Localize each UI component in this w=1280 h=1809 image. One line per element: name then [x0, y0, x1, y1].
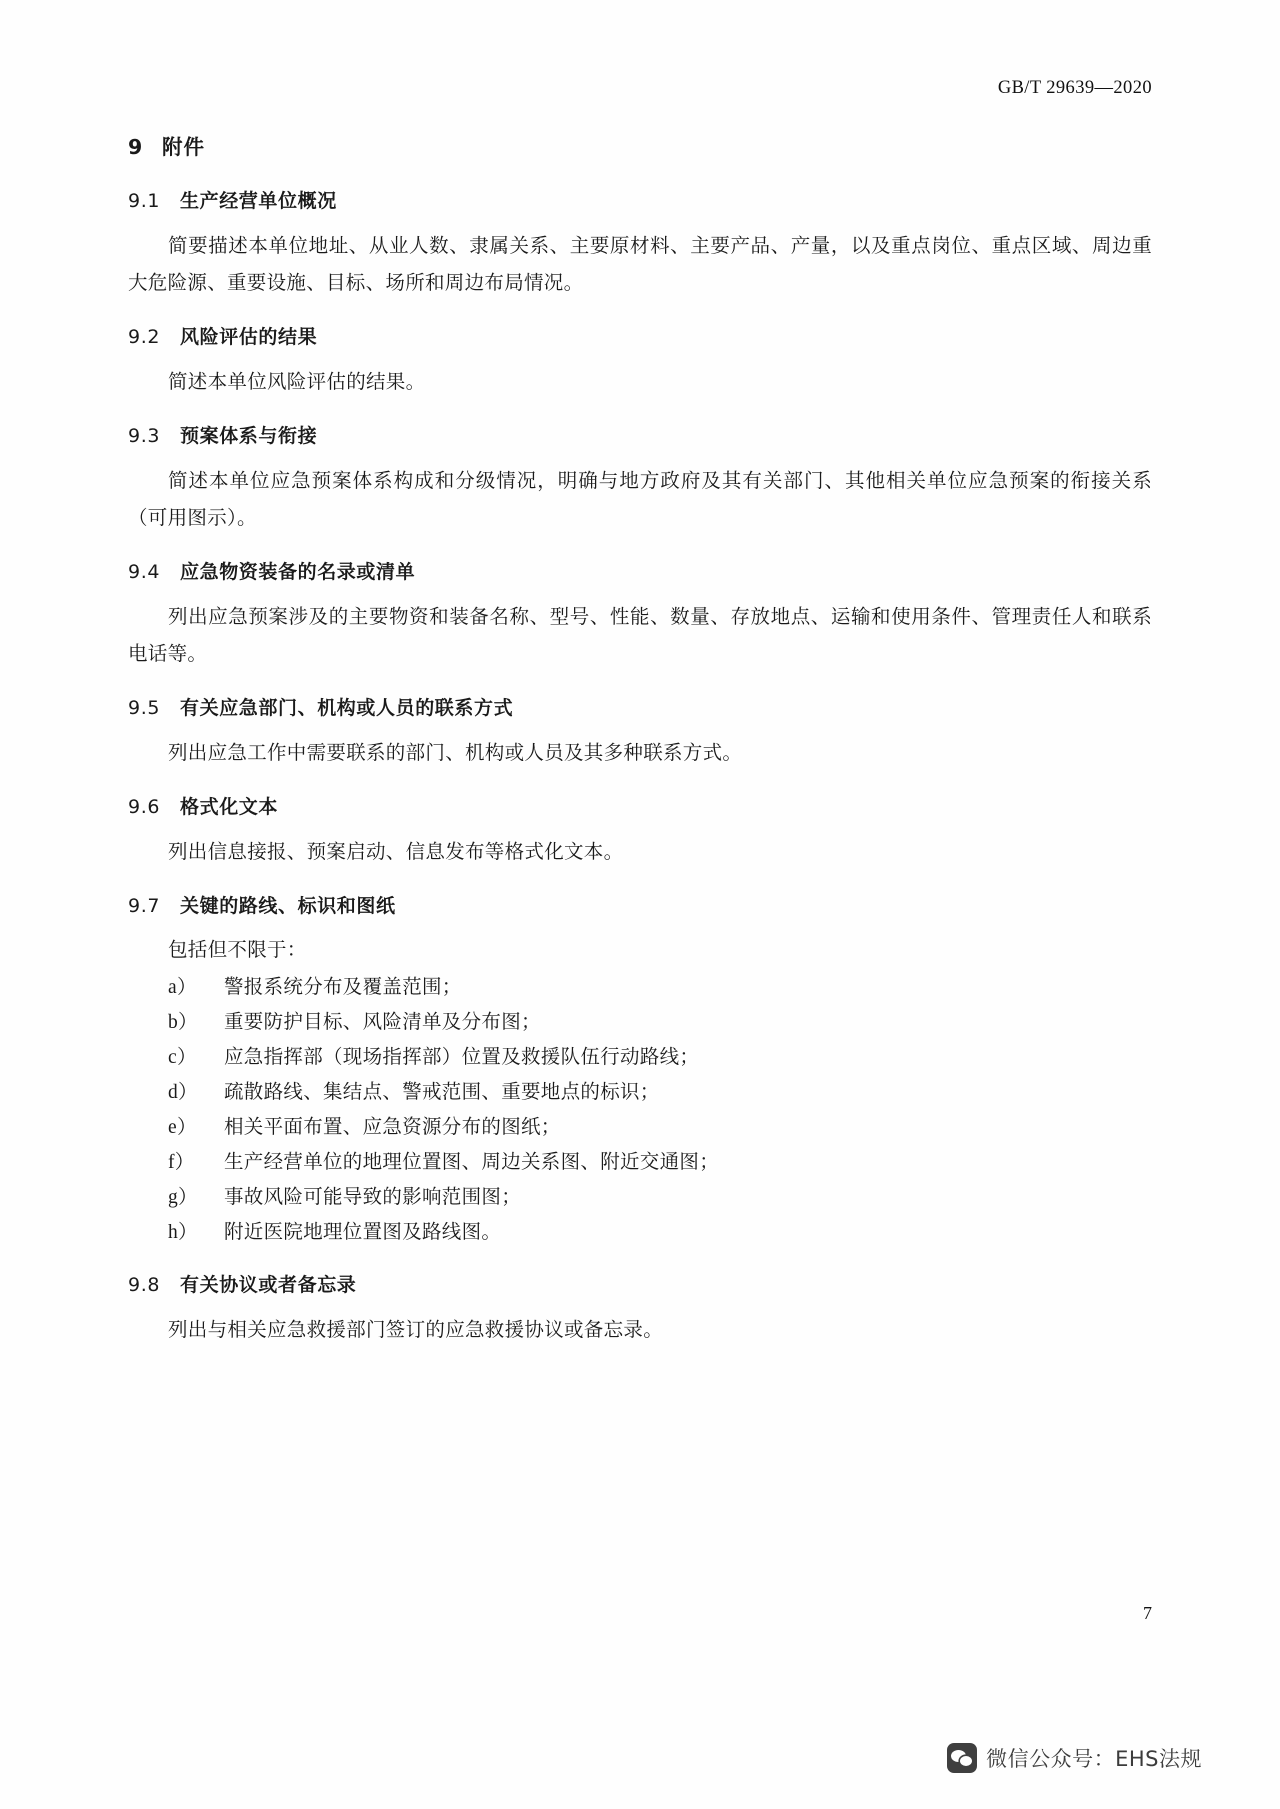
section-paragraph: 简要描述本单位地址、从业人数、隶属关系、主要原材料、主要产品、产量，以及重点岗位、重点区域、周边重大危险源、重要设施、目标、场所和周边布局情况。 — [128, 236, 1152, 294]
list-item — [168, 1215, 1152, 1250]
list-item-text: 重要防护目标、风险清单及分布图； — [224, 1012, 541, 1033]
list-item-text: 疏散路线、集结点、警戒范围、重要地点的标识； — [224, 1082, 660, 1103]
list-item — [168, 1145, 1152, 1180]
section-9-8 — [128, 1270, 1152, 1349]
section-number: 9.7 — [128, 895, 161, 917]
section-paragraph: 简述本单位应急预案体系构成和分级情况，明确与地方政府及其有关部门、其他相关单位应急预案的衔接关系（可用图示）。 — [128, 471, 1152, 529]
section-title: 应急物资装备的名录或清单 — [180, 561, 416, 583]
list-item-text: 事故风险可能导致的影响范围图； — [224, 1187, 522, 1208]
page-number: 7 — [1143, 1603, 1152, 1623]
list-item-text: 警报系统分布及覆盖范围； — [224, 977, 462, 998]
watermark — [947, 1743, 1202, 1773]
section-number: 9.3 — [128, 425, 161, 447]
list-item-marker: h） — [168, 1222, 198, 1243]
section-heading — [128, 891, 1152, 918]
list-item-text: 附近医院地理位置图及路线图。 — [224, 1222, 502, 1243]
section-number: 9.4 — [128, 561, 161, 583]
section-paragraph: 列出与相关应急救援部门签订的应急救援协议或备忘录。 — [168, 1320, 664, 1341]
list-item-marker: b） — [168, 1012, 198, 1033]
section-9-7 — [128, 891, 1152, 1250]
section-heading — [128, 693, 1152, 720]
section-heading — [128, 557, 1152, 584]
list-item — [168, 1110, 1152, 1145]
list-item — [168, 1005, 1152, 1040]
list-item-marker: f） — [168, 1152, 195, 1173]
section-9-5 — [128, 693, 1152, 772]
section-9-6 — [128, 792, 1152, 871]
clause-heading — [128, 130, 1152, 160]
section-9-3 — [128, 421, 1152, 537]
section-heading — [128, 792, 1152, 819]
section-heading — [128, 1270, 1152, 1297]
list-item-marker: d） — [168, 1082, 198, 1103]
list-item-marker: g） — [168, 1187, 198, 1208]
clause-title-text: 附件 — [162, 135, 205, 159]
section-9-1 — [128, 186, 1152, 302]
clause-number: 9 — [128, 135, 144, 159]
list-item-marker: c） — [168, 1047, 197, 1068]
list-item — [168, 1075, 1152, 1110]
section-number: 9.2 — [128, 326, 161, 348]
document-header-code: GB/T 29639—2020 — [997, 78, 1152, 98]
section-paragraph: 简述本单位风险评估的结果。 — [168, 372, 426, 393]
wechat-icon — [947, 1743, 977, 1773]
section-number: 9.6 — [128, 796, 161, 818]
section-9-2 — [128, 322, 1152, 401]
section-number: 9.1 — [128, 190, 161, 212]
section-title: 预案体系与衔接 — [180, 425, 318, 447]
section-title: 生产经营单位概况 — [180, 190, 337, 212]
list-item-text: 应急指挥部（现场指挥部）位置及救援队伍行动路线； — [224, 1047, 700, 1068]
section-9-4 — [128, 557, 1152, 673]
list-item-marker: e） — [168, 1117, 197, 1138]
watermark-label: 微信公众号：EHS法规 — [986, 1747, 1202, 1771]
section-heading — [128, 322, 1152, 349]
section-title: 有关应急部门、机构或人员的联系方式 — [180, 697, 514, 719]
list-item — [168, 1040, 1152, 1075]
section-title: 关键的路线、标识和图纸 — [180, 895, 396, 917]
section-heading — [128, 421, 1152, 448]
section-paragraph: 列出应急工作中需要联系的部门、机构或人员及其多种联系方式。 — [168, 743, 743, 764]
list-item-text: 生产经营单位的地理位置图、周边关系图、附近交通图； — [224, 1152, 720, 1173]
list-intro: 包括但不限于： — [168, 940, 307, 961]
lettered-list — [128, 970, 1152, 1250]
section-title: 有关协议或者备忘录 — [180, 1274, 357, 1296]
section-heading — [128, 186, 1152, 213]
list-item-marker: a） — [168, 977, 197, 998]
list-item — [168, 1180, 1152, 1215]
section-number: 9.8 — [128, 1274, 161, 1296]
list-item — [168, 970, 1152, 1005]
section-paragraph: 列出信息接报、预案启动、信息发布等格式化文本。 — [168, 842, 624, 863]
section-title: 风险评估的结果 — [180, 326, 318, 348]
section-paragraph: 列出应急预案涉及的主要物资和装备名称、型号、性能、数量、存放地点、运输和使用条件、管理责任人和联系电话等。 — [128, 607, 1152, 665]
section-number: 9.5 — [128, 697, 161, 719]
document-body — [128, 130, 1152, 1369]
list-item-text: 相关平面布置、应急资源分布的图纸； — [224, 1117, 561, 1138]
section-title: 格式化文本 — [180, 796, 279, 818]
